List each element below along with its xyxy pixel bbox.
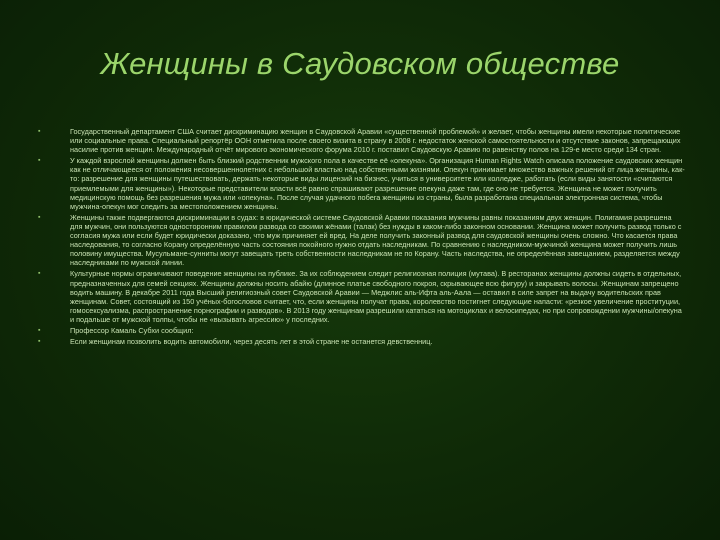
bullet-item bbox=[38, 127, 686, 154]
bullet-item bbox=[38, 337, 686, 346]
bullet-item bbox=[38, 269, 686, 324]
bullet-item bbox=[38, 156, 686, 211]
bullet-item bbox=[38, 326, 686, 335]
bullet-text: Женщины также подвергаются дискриминации в судах: в юридической системе Саудовской Аравии показания мужчины равны показаниям двух женщин. Полигамия разрешена для мужчин, они пользуются односторонним правилом развода со своими жёнами (талак) без нужды в каком-либо законном основании. Женщина может получить развод только с согласия мужа или если будет юридически доказано, что муж причиняет ей вред. На деле получить законный развод для саудовской женщины очень сложно. Что касается права наследования, то согласно Корану определённую часть состояния покойного нужно отдать наследникам. По сравнению с наследником-мужчиной женщина может получить лишь половину имущества. Мусульмане-сунниты могут завещать треть собственности наследникам не по Корану. Часть наследства, не определённая завещанием, разделяется между наследниками по мужской линии. bbox=[70, 212, 682, 268]
bullet-text: Профессор Камаль Субхи сообщил: bbox=[70, 325, 194, 335]
bullet-text: Если женщинам позволить водить автомобили, через десять лет в этой стране не останется девственниц. bbox=[70, 337, 433, 347]
bullet-text: Государственный департамент США считает дискриминацию женщин в Саудовской Аравии «существенной проблемой» и желает, чтобы женщины имели некоторые политические или социальные права. Специальный репортёр ООН отметила после своего визита в страну в 2008 г. недостаток женской самостоятельности и отсутствие законов, запрещающих насилие против женщин. Международный отчёт мирового экономического форума 2010 г. поставил Саудовскую Аравию по равенству полов на 129-е место среди 134 стран. bbox=[70, 127, 681, 155]
bullet-item bbox=[38, 213, 686, 268]
bullet-marker-icon: ▪ bbox=[38, 157, 41, 165]
bullet-text: Культурные нормы ограничивают поведение женщины на публике. За их соблюдением следит религиозная полиция (мутава). В ресторанах женщины должны сидеть в отдельных, предназначенных для семей секциях. Женщины должны носить абайю (длинное платье свободного покроя, скрывающее всю фигуру) и закрывать волосы. Женщинам запрещено водить машину. В декабре 2011 года Высший религиозный совет Саудовской Аравии — Меджлис аль-Ифта аль-Аала — оставил в силе запрет на выдачу водительских прав женщинам. Совет, состоящий из 150 учёных-богословов считает, что, если женщины получат права, королевство постигнет следующие напасти: «резкое увеличение проституции, гомосексуализма, распространение порнографии и разводов». В 2013 году женщинам разрешили кататься на мотоциклах и велосипедах, но при сопровождении мужчины/опекуна и подальше от мужской толпы, чтобы не «вызывать агрессию» у последних. bbox=[70, 269, 682, 324]
bullet-list bbox=[38, 127, 686, 348]
bullet-marker-icon: ▪ bbox=[38, 338, 41, 346]
bullet-marker-icon: ▪ bbox=[38, 270, 41, 278]
bullet-marker-icon: ▪ bbox=[38, 128, 41, 135]
bullet-marker-icon: ▪ bbox=[38, 213, 41, 221]
slide-title: Женщины в Саудовском обществе bbox=[100, 46, 620, 81]
bullet-marker-icon: ▪ bbox=[38, 326, 41, 334]
bullet-text: У каждой взрослой женщины должен быть близкий родственник мужского пола в качестве её «опекуна». Организация Human Rights Watch описала положение саудовских женщин как не отличающееся от положения несовершеннолетних с небольшой властью над собственными жизнями. Опекун принимает множество важных решений от лица женщины, как-то: разрешение для женщины путешествовать, держать некоторые виды лицензий на бизнес, учиться в университете или колледже, работать (если виды занятости «считаются приемлемыми для женщины»). Некоторые представители власти всё равно спрашивают разрешение опекуна даже там, где оно не требуется. Женщина не может получить медицинскую помощь без разрешения мужа или «опекуна». После случая удачного побега женщины из страны, была разработана специальная электронная система, чтобы мужчина-опекун мог следить за местоположением женщины. bbox=[70, 156, 685, 211]
